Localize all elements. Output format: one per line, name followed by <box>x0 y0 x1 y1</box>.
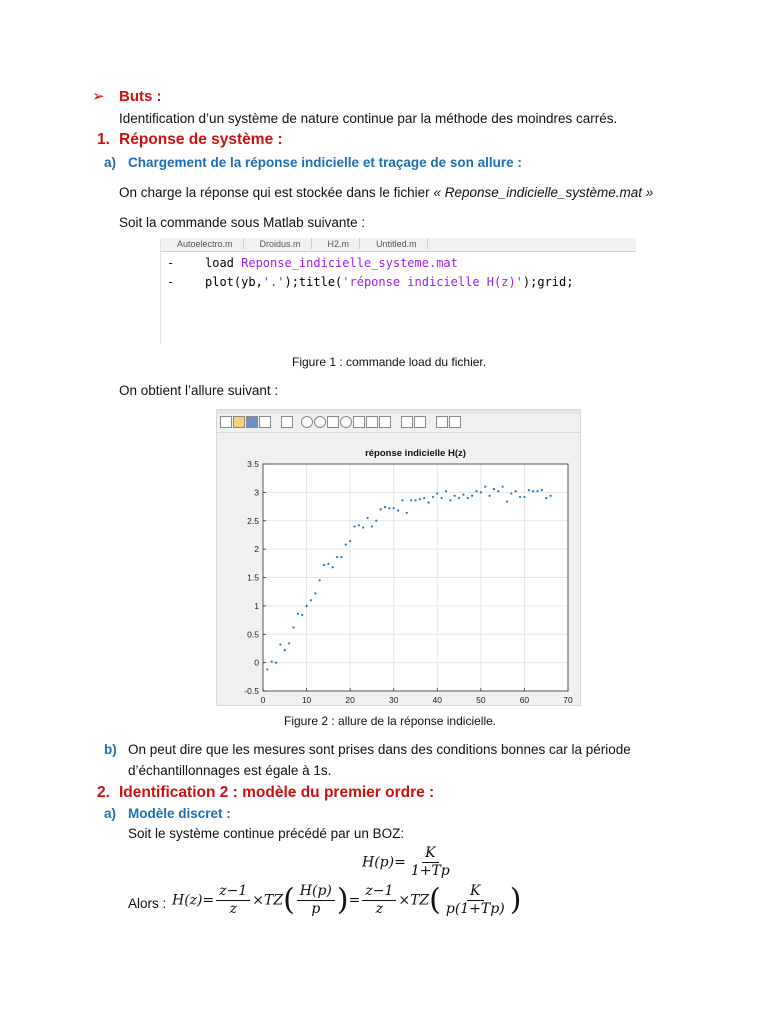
eq2-f1-denominator: z <box>229 901 237 917</box>
eq2-lhs: H(z)= <box>172 892 215 909</box>
section1b-letter: b) <box>104 742 117 757</box>
data-point <box>301 614 303 616</box>
figure1-caption: Figure 1 : commande load du fichier. <box>292 355 487 369</box>
y-tick-label: 1 <box>254 600 259 611</box>
y-tick-label: 0.5 <box>247 629 259 640</box>
data-point <box>462 494 464 496</box>
data-point <box>384 506 386 508</box>
data-point <box>523 496 525 498</box>
data-point <box>432 496 434 498</box>
buts-heading: Buts : <box>119 88 162 105</box>
eq2-f4-denominator: p(1+Tp) <box>445 901 505 917</box>
data-point <box>545 497 547 499</box>
y-tick-label: -0.5 <box>244 686 259 696</box>
data-point <box>441 497 443 499</box>
data-point <box>532 490 534 492</box>
allure-intro: On obtient l’allure suivant : <box>119 383 279 398</box>
x-tick-label: 40 <box>432 695 443 705</box>
section1a-title: Chargement de la réponse indicielle et traçage de son allure : <box>128 155 522 170</box>
x-tick-label: 20 <box>345 695 355 705</box>
data-point <box>279 643 281 645</box>
data-point <box>336 556 338 558</box>
x-tick-label: 0 <box>260 695 266 705</box>
chart-title: réponse indicielle H(z) <box>365 448 466 459</box>
paren-close-icon: ) <box>336 882 349 918</box>
section1b-line1: On peut dire que les mesures sont prises dans des conditions bonnes car la période <box>128 742 631 757</box>
section2a-letter: a) <box>104 806 117 821</box>
data-point <box>349 540 351 542</box>
data-point <box>288 642 290 644</box>
y-tick-label: 1.5 <box>247 572 259 583</box>
paren-open-icon: ( <box>283 882 295 918</box>
data-point <box>475 490 477 492</box>
data-point <box>345 543 347 545</box>
data-point <box>284 649 286 651</box>
data-point <box>488 495 490 497</box>
data-point <box>375 520 377 522</box>
data-point <box>388 507 390 509</box>
data-point <box>502 486 504 488</box>
editor-tab: Droidus.m <box>244 238 312 249</box>
x-tick-label: 60 <box>519 695 530 705</box>
code-string: 'réponse indicielle H(z)' <box>342 275 523 289</box>
step-response-chart <box>217 433 580 705</box>
eq2-fraction-4 <box>443 883 508 918</box>
data-point <box>327 563 329 565</box>
save-icon[interactable] <box>246 416 258 428</box>
code-string: Reponse_indicielle_systeme.mat <box>241 256 458 270</box>
eq2-fraction-3 <box>362 883 396 918</box>
eq1-lhs: H(p)= <box>362 854 406 871</box>
brush-icon[interactable] <box>366 416 378 428</box>
data-point <box>519 496 521 498</box>
data-cursor-icon[interactable] <box>353 416 365 428</box>
y-tick-label: 3.5 <box>247 459 259 469</box>
editor-tab: Autoelectro.m <box>161 238 244 249</box>
data-point <box>480 491 482 493</box>
zoom-in-icon[interactable] <box>301 416 313 428</box>
data-point <box>484 486 486 488</box>
load-paragraph-file: « Reponse_indicielle_système.mat » <box>433 185 654 200</box>
gutter-dash: - <box>167 256 175 270</box>
figure-menubar <box>217 410 580 414</box>
code-text: );title( <box>284 275 343 289</box>
paren-close-icon: ) <box>509 882 522 918</box>
data-point <box>292 626 294 628</box>
data-point <box>515 490 517 492</box>
x-tick-label: 50 <box>476 695 486 705</box>
editor-tab: Untitled.m <box>360 238 428 249</box>
data-point <box>528 489 530 491</box>
y-tick-label: 2.5 <box>247 515 259 526</box>
data-point <box>549 495 551 497</box>
data-point <box>305 605 307 607</box>
data-point <box>371 525 373 527</box>
equation-discrete-transfer <box>172 883 521 918</box>
gutter-dash: - <box>167 275 175 289</box>
buts-text: Identification d’un système de nature continue par la méthode des moindres carrés. <box>119 111 618 126</box>
eq2-f4-numerator: K <box>467 883 483 901</box>
matlab-editor-screenshot <box>160 238 636 344</box>
matlab-figure-window <box>216 409 581 706</box>
data-point <box>319 579 321 581</box>
data-point <box>458 497 460 499</box>
data-point <box>323 564 325 566</box>
data-point <box>401 499 403 501</box>
x-tick-label: 10 <box>301 695 312 705</box>
eq2-times-tz: ×TZ <box>252 892 284 909</box>
data-point <box>541 489 543 491</box>
data-point <box>410 499 412 501</box>
rotate-icon[interactable] <box>340 416 352 428</box>
data-point <box>436 492 438 494</box>
data-point <box>332 566 334 568</box>
data-point <box>419 498 421 500</box>
print-icon[interactable] <box>259 416 271 428</box>
data-point <box>445 490 447 492</box>
section1-number: 1. <box>97 131 110 148</box>
data-point <box>454 495 456 497</box>
eq2-fraction-1 <box>216 883 250 918</box>
data-point <box>536 490 538 492</box>
data-point <box>471 495 473 497</box>
load-paragraph-text: On charge la réponse qui est stockée dans le fichier <box>119 185 434 200</box>
eq2-equals: = <box>348 892 361 909</box>
eq2-f3-numerator: z−1 <box>362 883 396 901</box>
load-paragraph <box>119 185 653 200</box>
data-point <box>427 501 429 503</box>
eq2-times-tz-2: ×TZ <box>398 892 430 909</box>
hide-axes-icon[interactable] <box>436 416 448 428</box>
figure2-caption: Figure 2 : allure de la réponse indicielle. <box>284 714 497 728</box>
y-tick-label: 2 <box>254 544 259 555</box>
alors-label: Alors : <box>128 896 167 911</box>
colorbar-icon[interactable] <box>401 416 413 428</box>
data-point <box>380 508 382 510</box>
code-text: plot(yb, <box>205 275 263 289</box>
data-point <box>358 524 360 526</box>
editor-tab: H2.m <box>312 238 361 249</box>
editor-tab-bar <box>161 238 636 252</box>
data-point <box>423 497 425 499</box>
code-text: );grid; <box>522 275 574 289</box>
data-point <box>340 556 342 558</box>
data-point <box>414 499 416 501</box>
data-point <box>406 512 408 514</box>
section1b-line2: d’échantillonnages est égale à 1s. <box>128 763 332 778</box>
legend-icon[interactable] <box>414 416 426 428</box>
data-point <box>353 525 355 527</box>
data-point <box>275 662 277 664</box>
data-point <box>271 660 273 662</box>
pan-icon[interactable] <box>327 416 339 428</box>
section2-number: 2. <box>97 784 110 801</box>
eq2-f2-denominator: p <box>311 901 321 917</box>
link-icon[interactable] <box>379 416 391 428</box>
buts-bullet-icon: ➢ <box>92 88 105 105</box>
data-point <box>362 526 364 528</box>
zoom-out-icon[interactable] <box>314 416 326 428</box>
eq2-f1-numerator: z−1 <box>216 883 250 901</box>
code-line-plot <box>205 275 573 289</box>
data-point <box>297 613 299 615</box>
data-point <box>310 599 312 601</box>
section1-title: Réponse de système : <box>119 131 283 148</box>
y-tick-label: 0 <box>254 657 259 668</box>
new-figure-icon[interactable] <box>220 416 232 428</box>
open-file-icon[interactable] <box>233 416 245 428</box>
data-point <box>449 499 451 501</box>
data-point <box>397 509 399 511</box>
code-string: '.' <box>262 275 285 289</box>
data-point <box>497 490 499 492</box>
data-point <box>266 668 268 670</box>
eq1-fraction <box>408 845 453 880</box>
eq2-fraction-2 <box>297 883 335 918</box>
data-point <box>510 492 512 494</box>
data-point <box>314 592 316 594</box>
data-point <box>393 507 395 509</box>
eq2-f2-numerator: H(p) <box>297 883 335 901</box>
eq1-denominator: 1+Tp <box>410 863 450 879</box>
section2a-title: Modèle discret : <box>128 806 231 821</box>
y-tick-label: 3 <box>254 487 259 498</box>
section2-title: Identification 2 : modèle du premier ordre : <box>119 784 435 801</box>
data-point <box>366 517 368 519</box>
eq2-f3-denominator: z <box>375 901 384 917</box>
code-keyword: load <box>205 256 242 270</box>
x-tick-label: 70 <box>563 695 573 705</box>
data-point <box>467 497 469 499</box>
x-tick-label: 30 <box>388 695 399 705</box>
pointer-icon[interactable] <box>281 416 293 428</box>
section2a-text: Soit le système continue précédé par un BOZ: <box>128 826 405 841</box>
section1a-letter: a) <box>104 155 117 170</box>
equation-continuous-transfer <box>362 845 455 880</box>
paren-open-icon: ( <box>429 882 441 918</box>
data-point <box>506 500 508 502</box>
figure-toolbar <box>217 410 580 433</box>
eq1-numerator: K <box>422 845 438 863</box>
show-tools-icon[interactable] <box>449 416 461 428</box>
matlab-command-intro: Soit la commande sous Matlab suivante : <box>119 215 366 230</box>
data-point <box>493 488 495 490</box>
code-line-load <box>205 256 458 270</box>
